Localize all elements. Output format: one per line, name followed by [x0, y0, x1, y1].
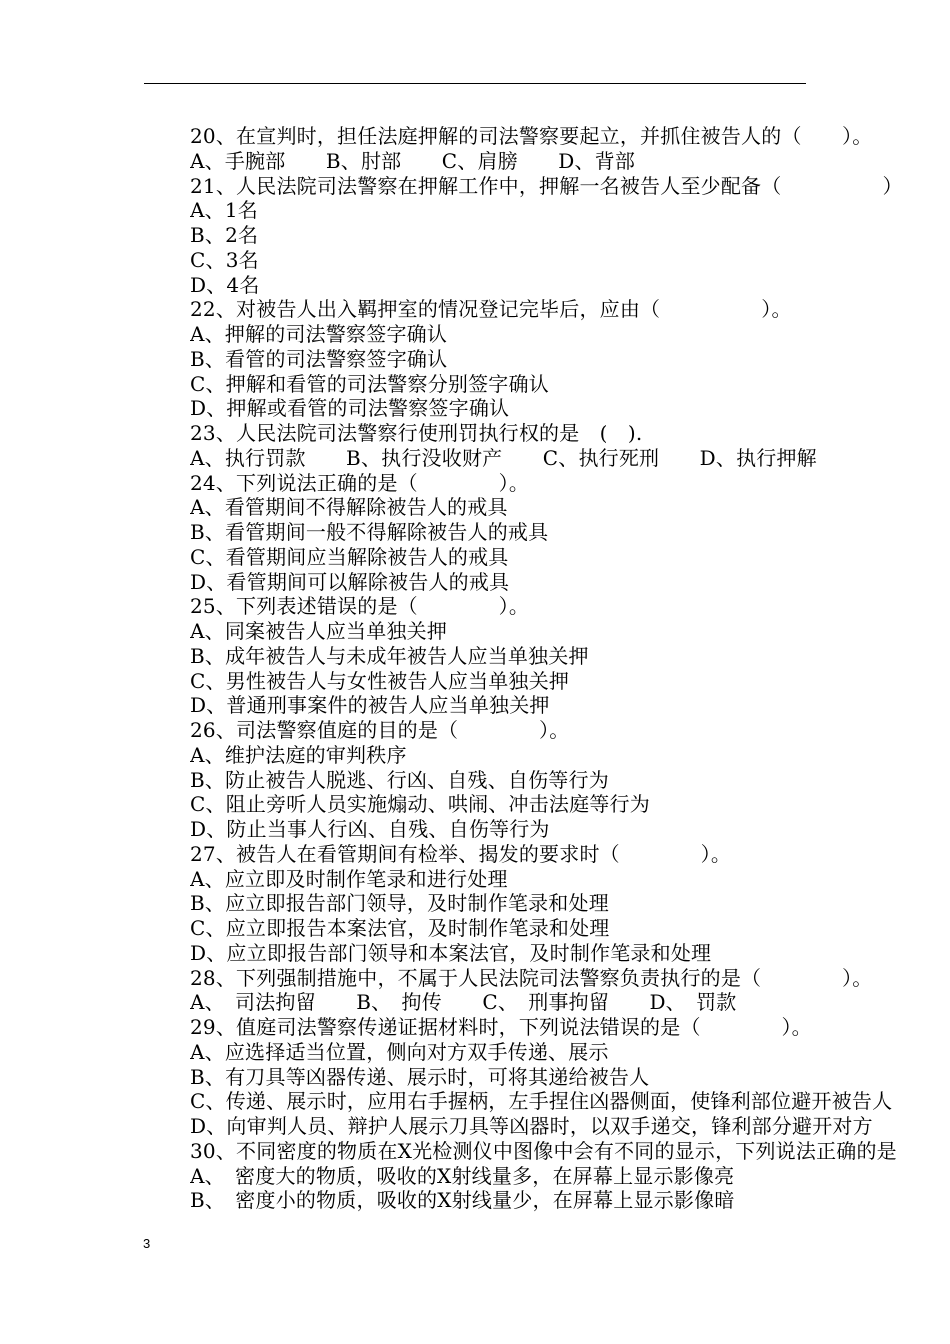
option-21-d: D、4名: [190, 272, 260, 297]
header-rule: [144, 83, 806, 84]
page-number: 3: [143, 1236, 151, 1251]
option-27-b: B、应立即报告部门领导，及时制作笔录和处理: [190, 891, 609, 916]
option-26-d: D、防止当事人行凶、自残、自伤等行为: [190, 817, 550, 841]
option-25-c: C、男性被告人与女性被告人应当单独关押: [190, 668, 570, 693]
option-27-c: C、应立即报告本案法官，及时制作笔录和处理: [190, 916, 610, 940]
question-30: 30、不同密度的物质在X光检测仪中图像中会有不同的显示，下列说法正确的是: [190, 1138, 897, 1163]
question-29: 29、值庭司法警察传递证据材料时，下列说法错误的是（ ）。: [190, 1015, 812, 1039]
option-26-c: C、阻止旁听人员实施煽动、哄闹、冲击法庭等行为: [190, 792, 650, 817]
option-21-c: C、3名: [190, 247, 259, 272]
option-24-b: B、看管期间一般不得解除被告人的戒具: [190, 520, 549, 544]
option-29-a: A、应选择适当位置，侧向对方双手传递、展示: [190, 1039, 609, 1064]
option-29-d: D、向审判人员、辩护人展示刀具等凶器时，以双手递交，锋利部分避开对方: [190, 1114, 873, 1138]
question-21: 21、人民法院司法警察在押解工作中，押解一名被告人至少配备（ ）: [190, 173, 903, 198]
question-list: [190, 124, 950, 1213]
option-25-b: B、成年被告人与未成年被告人应当单独关押: [190, 643, 589, 668]
option-22-b: B、看管的司法警察签字确认: [190, 346, 448, 371]
option-24-a: A、看管期间不得解除被告人的戒具: [190, 495, 508, 520]
option-22-c: C、押解和看管的司法警察分别签字确认: [190, 371, 549, 396]
question-24: 24、下列说法正确的是（ ）。: [190, 470, 530, 495]
option-24-d: D、看管期间可以解除被告人的戒具: [190, 569, 510, 594]
question-20: 20、在宣判时，担任法庭押解的司法警察要起立，并抓住被告人的（ ）。: [190, 124, 873, 148]
option-22-a: A、押解的司法警察签字确认: [190, 322, 448, 346]
option-26-a: A、维护法庭的审判秩序: [190, 742, 407, 767]
question-25: 25、下列表述错误的是（ ）。: [190, 594, 530, 619]
option-27-d: D、应立即报告部门领导和本案法官，及时制作笔录和处理: [190, 940, 712, 965]
option-26-b: B、防止被告人脱逃、行凶、自残、自伤等行为: [190, 767, 609, 792]
option-24-c: C、看管期间应当解除被告人的戒具: [190, 544, 509, 569]
options-20: A、手腕部 B、肘部 C、肩膀 D、背部: [190, 148, 636, 173]
options-28: A、 司法拘留 B、 拘传 C、 刑事拘留 D、 罚款: [190, 990, 737, 1015]
option-25-a: A、同案被告人应当单独关押: [190, 619, 448, 643]
question-27: 27、被告人在看管期间有检举、揭发的要求时（ ）。: [190, 841, 732, 866]
question-28: 28、下列强制措施中，不属于人民法院司法警察负责执行的是（ ）。: [190, 965, 873, 990]
option-29-c: C、传递、展示时，应用右手握柄，左手捏住凶器侧面，使锋利部位避开被告人: [190, 1089, 893, 1114]
option-22-d: D、押解或看管的司法警察签字确认: [190, 396, 510, 421]
option-29-b: B、有刀具等凶器传递、展示时，可将其递给被告人: [190, 1064, 650, 1089]
question-23: 23、人民法院司法警察行使刑罚执行权的是 ( ).: [190, 421, 643, 445]
option-27-a: A、应立即及时制作笔录和进行处理: [190, 866, 508, 891]
option-21-a: A、1名: [190, 198, 258, 223]
option-25-d: D、普通刑事案件的被告人应当单独关押: [190, 693, 550, 718]
option-30-a: A、 密度大的物质，吸收的X射线量多，在屏幕上显示影像亮: [190, 1163, 735, 1188]
question-26: 26、司法警察值庭的目的是（ ）。: [190, 718, 570, 742]
options-23: A、执行罚款 B、执行没收财产 C、执行死刑 D、执行押解: [190, 445, 817, 470]
question-22: 22、对被告人出入羁押室的情况登记完毕后，应由（ ）。: [190, 297, 792, 322]
option-21-b: B、2名: [190, 223, 259, 247]
option-30-b: B、 密度小的物质，吸收的X射线量少，在屏幕上显示影像暗: [190, 1188, 735, 1213]
